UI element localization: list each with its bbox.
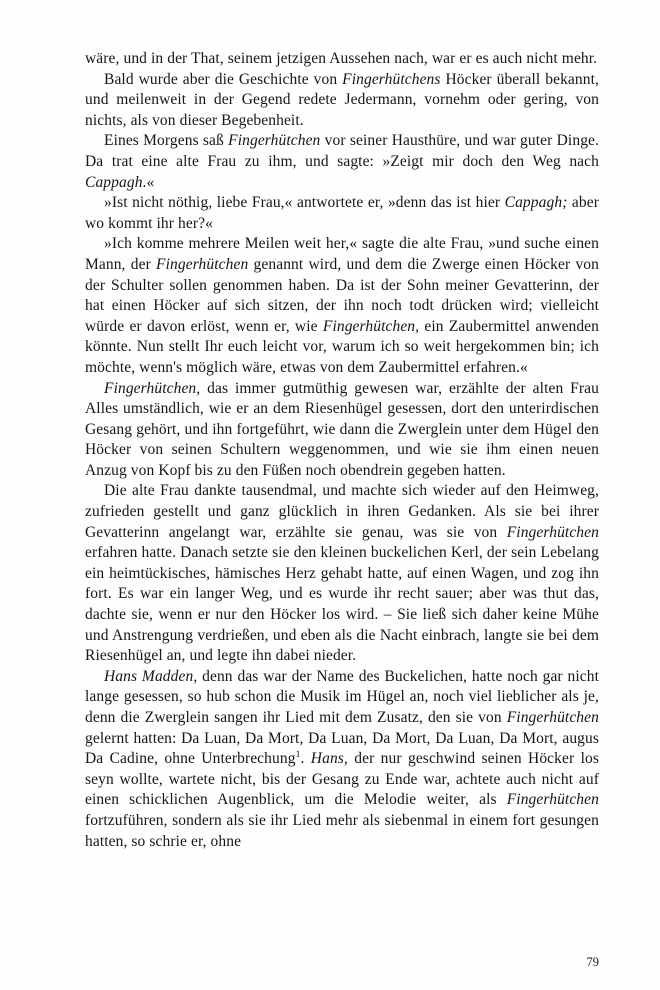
italic-text: Fingerhütchen: [228, 132, 321, 150]
italic-text: Fingerhütchen,: [322, 317, 420, 335]
body-text: .«: [142, 173, 155, 191]
italic-text: Hans,: [310, 750, 348, 768]
italic-text: Fingerhütchen,: [104, 379, 201, 397]
paragraph: [85, 379, 599, 482]
body-text: wäre, und in der That, seinem jetzigen Aussehen nach, war er es auch nicht mehr.: [85, 50, 598, 67]
italic-text: Hans Madden,: [104, 667, 198, 685]
body-text: vor seiner Hausthüre, und war guter Dinge. Da trat eine alte Frau zu ihm, und sagte: »Zeigt mir doch den Weg nach: [85, 132, 599, 170]
body-text: erfahren hatte. Danach setzte sie den kleinen buckelichen Kerl, der sein Lebelang ein heimtückisches, hämisches Herz gehabt hatte, auf einen Wagen, und zog ihn fort. Es war ein langer Weg, und es wurde ihr recht sauer; aber was thut das, dachte sie, wenn er nur den Höcker los wird. – Sie ließ sich daher keine Mühe und Anstrengung verdrießen, und eben als die Nacht einbrach, langte sie bei dem Riesenhügel an, und legte ihn dabei nieder.: [85, 544, 599, 665]
body-text: fortzuführen, sondern als sie ihr Lied mehr als siebenmal in einem fort gesungen hatten, so schrie er, ohne: [85, 811, 599, 850]
paragraph: [85, 481, 599, 666]
body-text: genannt wird, und dem die Zwerge einen Höcker von der Schulter sollen genommen haben. Da ist der Sohn meiner Gevatterinn, der hat einen Höcker auf sich sitzen, der ihn noch todt drücken wird; vielleicht würde er davon erlöst, wenn er, wie: [85, 255, 599, 335]
footnote-marker: 1: [295, 749, 301, 761]
body-text: der nur geschwind seinen Höcker los seyn wollte, wartete nicht, bis der Gesang zu Ende war, achtete auch nicht auf einen schicklichen Augenblick, um die Melodie weiter, als: [85, 750, 599, 809]
body-text: .: [300, 750, 311, 768]
body-text: ein Zaubermittel anwenden könnte. Nun stellt Ihr euch leicht vor, warum ich so weit hergekommen bin; ich möchte, wenn's möglich wäre, etwas von dem Zaubermittel erfahren.«: [85, 317, 599, 376]
paragraph: [85, 70, 599, 132]
paragraph: [85, 234, 599, 378]
body-text: aber wo kommt ihr her?«: [85, 194, 600, 232]
body-text: denn das war der Name des Buckelichen, hatte noch gar nicht lange gesessen, so hub schon die Musik im Hügel an, noch viel lieblicher als je, denn die Zwerglein sangen ihr Lied mit dem Zusatz, den sie von: [85, 667, 600, 726]
page-number: 79: [586, 955, 599, 969]
italic-text: Fingerhütchen: [506, 709, 599, 726]
italic-text: Cappagh: [85, 173, 143, 191]
body-text: »Ist nicht nöthig, liebe Frau,« antwortete er, »denn das ist hier: [104, 194, 505, 212]
paragraph: [85, 49, 599, 70]
body-text: Die alte Frau dankte tausendmal, und machte sich wieder auf den Heimweg, zufrieden gestellt und ganz glücklich in ihren Gedanken. Als sie bei ihrer Gevatterinn angelangt war, erzählte sie genau, was sie von: [85, 482, 599, 541]
body-text: gelernt hatten: Da Luan, Da Mort, Da Luan, Da Mort, Da Luan, Da Mort, augus Da Cadine, ohne Unterbrechung: [85, 729, 599, 768]
italic-text: Fingerhütchen: [506, 791, 599, 809]
page-text: [85, 49, 599, 852]
body-text: Höcker überall bekannt, und meilenweit in der Gegend redete Jedermann, vornehm oder gering, von nichts, als von dieser Begebenheit.: [85, 70, 599, 129]
body-text: das immer gutmüthig gewesen war, erzählte der alten Frau Alles umständlich, wie er an dem Riesenhügel gesessen, dort den unterirdischen Gesang gehört, und ihn fortgeführt, wie dann die Zwerglein unter dem Hügel den Höcker von seinen Schultern weggenommen, und wie sie ihm einen neuen Anzug von Kopf bis zu den Füßen noch obendrein gegeben hatten.: [85, 379, 599, 479]
italic-text: Cappagh;: [504, 194, 568, 212]
paragraph: [85, 193, 599, 234]
paragraph: [85, 131, 599, 193]
body-text: Bald wurde aber die Geschichte von: [104, 70, 343, 88]
paragraph: [85, 667, 599, 852]
body-text: »Ich komme mehrere Meilen weit her,« sagte die alte Frau, »und suche einen Mann, der: [85, 235, 599, 273]
italic-text: Fingerhütchens: [342, 70, 441, 88]
italic-text: Fingerhütchen: [506, 523, 599, 541]
body-text: Eines Morgens saß: [104, 132, 229, 150]
italic-text: Fingerhütchen: [156, 255, 249, 273]
